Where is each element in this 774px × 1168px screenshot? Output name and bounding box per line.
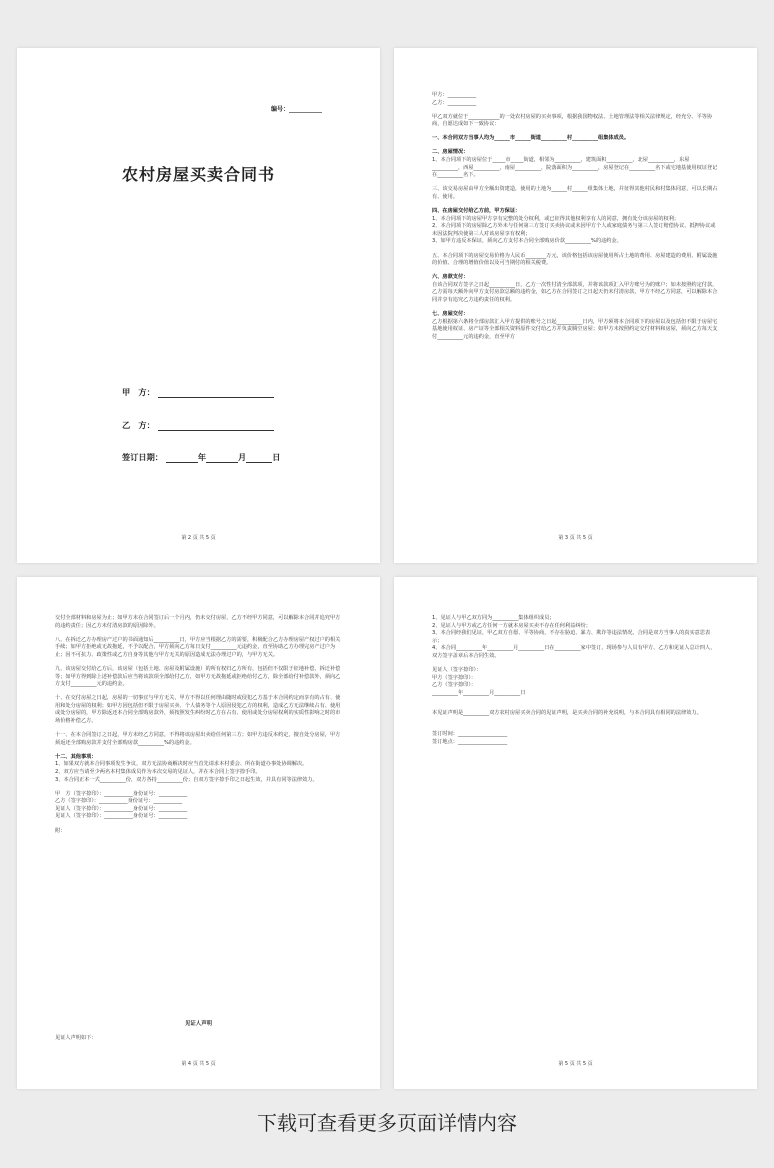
paragraph: 2、本合同项下的房屋除乙方外未与任何第三方签订买卖协议或未因甲方个人或家庭债务与第三人签订赔偿协议、抵押协议或未因法院判决使第三人对该房屋享有权利；: [432, 223, 716, 237]
paragraph: 乙方（签字捺印）：: [432, 682, 477, 689]
party-b-line: [158, 421, 274, 431]
page-5-body: [432, 615, 719, 746]
party-b-field: [122, 420, 274, 431]
paragraph: 见证人（签字捺印）：___________身份证号：___________: [55, 813, 188, 820]
document-page-cover: [17, 48, 380, 563]
witness-section: [55, 1021, 342, 1043]
paragraph: 乙方根据第六条将全部房款汇入甲方提供的账号之日起__________日内，甲方须将本合同项下的房屋以及包括但不限于房屋宅基地使用权证、房产证等全部相关资料原件交付给乙方并负责腾空房屋；如甲方未按照约定交付材料和房屋，须向乙方每天支付__________元的违约金，直至甲方: [432, 318, 718, 340]
witness-heading: 见证人声明: [185, 1021, 212, 1027]
paragraph: 本见证声明是__________双方农村房屋买卖合同的见证声明，是买卖合同的补充说明，与本合同具有相同的法律效力。: [432, 710, 702, 717]
paragraph: 3、本合同经我们见证，甲乙双方自愿、平等协商，不存在胁迫、暴力、欺诈等违法情况，合同是双方当事人的真实意思表示；: [432, 630, 711, 644]
paragraph: 附：: [55, 827, 66, 834]
paragraph: 甲乙双方就位于____________的一处农村房屋的买卖事项，根据我国物权法、土地管理法等相关法律规定，经充分、平等协商，自愿达成如下一致协议：: [432, 113, 713, 128]
sign-date-field: [122, 452, 280, 463]
paragraph: 3、如甲方违反本保证，须向乙方支付本合同全部购房价款__________%的违约金。: [432, 238, 622, 245]
page-footer: 第 5 页 共 5 页: [558, 1061, 593, 1067]
year-line: [166, 453, 198, 463]
paragraph: 乙方（签字捺印）：___________身份证号：___________: [55, 798, 183, 805]
month-label: 月: [238, 452, 247, 462]
section-heading: 七、房屋交付：: [432, 311, 469, 318]
paragraph: 十、在交付房屋之日起，房屋的一切事宜与甲方无关，甲方不得以任何理由随时或侵犯乙方基于本合同约定而享有的占有、使用和处分房屋的权利；如甲方因包括但不限于房屋买卖、个人债务等个人原因侵犯乙方的权利，造成乙方无法继续占有、使用或处分房屋的，甲方除返还本合同全部购房款外，须按照发生纠纷时乙方在占有、使用或处分房屋权利的实质性影响之时的市场价格补偿乙方。: [55, 695, 341, 725]
document-title: 农村房屋买卖合同书: [121, 165, 275, 184]
day-line: [246, 453, 272, 463]
month-line: [206, 453, 238, 463]
witness-intro: 见证人声明如下：: [55, 1035, 97, 1042]
paragraph: 乙方：___________: [432, 99, 477, 106]
paragraph: 五、本合同项下的房屋交易价格为人民币________万元，该价格包括该房屋使用所占土地的费用、房屋建造的费用、附属设施的价值、合理的增值价值以及可当期付的相关税费。: [432, 252, 718, 267]
document-page-5: [394, 577, 757, 1089]
paragraph: 交付全部材料和房屋为止；如甲方未在合同签订后一个月内，仍未交付房屋，乙方不经甲方同意，可以解除本合同并追究甲方的违约责任；因乙方未付清房款的原因除外。: [55, 615, 341, 629]
party-b-label: 乙 方：: [122, 420, 155, 430]
download-caption[interactable]: 下载可查看更多页面详情内容: [257, 1111, 517, 1135]
page-footer: 第 4 页 共 5 页: [181, 1061, 216, 1067]
paragraph: 1、本合同项下的房屋位于_____市_____街道，相邻为__________，建筑面积__________，北屋__________，东屋__________，西屋__________，南屋__________，院落面积为__________，房屋登记在__________名下或宅地基使用权证登记在__________名下。: [432, 157, 718, 179]
paragraph: 十一、在本合同签订之日起，甲方未经乙方同意，不得将该房屋出卖给任何第三方；如甲方违反本约定，擅自处分房屋，甲方须返还全部购房款并支付全部购房款__________%的违约金。: [55, 732, 341, 746]
paragraph: 1、本合同项下的房屋甲方享有完整的处分权利，或已征得其他权利享有人的同意，拥有处分该房屋的权利；: [432, 215, 680, 222]
section-heading: 一、本合同双方当事人均为______市______街道__________村__________组集体成员。: [432, 135, 630, 142]
page-4-body: [55, 615, 342, 835]
paragraph: 甲 方（签字捺印）：___________身份证号：___________: [55, 790, 188, 797]
paragraph: 甲方（签字捺印）：: [432, 674, 477, 681]
paragraph: 1、见证人与甲乙双方同为__________集体组织成员；: [432, 615, 555, 621]
paragraph: 见证人（签字捺印）：: [432, 667, 482, 674]
party-a-label: 甲 方：: [122, 387, 155, 397]
party-a-line: [158, 388, 274, 398]
paragraph: 2、双方应当请至少两名本村集体成员作为本次交易的见证人，并在本合同上签字捺手印。: [55, 769, 261, 775]
day-label: 日: [272, 452, 281, 462]
contract-number: 编号：___________: [270, 106, 322, 113]
page-footer: 第 2 页 共 5 页: [181, 535, 216, 541]
section-heading: 四、在房屋交付给乙方前，甲方保证：: [432, 208, 521, 215]
page-3-body: [432, 92, 719, 341]
paragraph: 八、在拆迁乙方办理房产过户的书面通知后__________日，甲方应当根据乙方的需要，积极配合乙方办理房屋产权过户的相关手续；如甲方拒绝或无故拖延，不予以配合，甲方须向乙方每日支付__________元违约金，直至协助乙方办理完房产过户为止；因不可抗力、政策性或乙方自身等其他与甲方无关的原因造成无法办理过户的，与甲方无关。: [55, 636, 341, 658]
paragraph: 3、本合同正本一式__________份，双方各持__________份；自双方签字捺手印之日起生效，并具有同等法律效力。: [55, 776, 318, 783]
paragraph: 签订地点：___________________: [432, 738, 508, 745]
paragraph: 4、本合同__________年__________月__________日在__________家中签订，现场参与人员有甲方、乙方和见证人总计四人，双方签字盖章后本合同生效。: [432, 645, 716, 659]
year-label: 年: [197, 452, 207, 462]
paragraph: 三、该交易房屋由甲方全额出资建造，使用的土地为______村______组集体土地，并征得其他村民和村集体同意，可以长期占有、使用。: [432, 186, 718, 200]
paragraph: 见证人（签字捺印）：___________身份证号：___________: [55, 805, 188, 812]
page-footer: 第 3 页 共 5 页: [558, 535, 593, 541]
section-heading: 六、房款支付：: [432, 274, 469, 281]
document-page-3: [394, 48, 757, 563]
paragraph: 自该合同双方签字之日起__________日，乙方一次性付清全部款项，并将该款项汇入甲方账号为的账户；如未按照约定付款，乙方需每天额外向甲方支付房款总额的违约金，如乙方在合同签订之日起天仍未付清房款，甲方不经乙方同意，可以解除本合同并享有追究乙方违约责任的权利。: [432, 281, 718, 303]
paragraph: __________年__________月__________日: [432, 689, 526, 696]
paragraph: 九、该房屋交付给乙方后，该房屋（包括土地、房屋及附属设施）的所有权归乙方所有，包括但不仅限于征地补偿、拆迁补偿等；如甲方得到除上述补偿款后应当将该款项全部给付乙方，如甲方无故拖延或拒绝给付乙方，除全部给付补偿款外，须向乙方支付__________元的违约金。: [55, 665, 341, 688]
paragraph: 2、见证人与甲方或乙方任何一方就本房屋买卖不存在任何利益纠纷；: [432, 622, 591, 629]
paragraph: 甲方：___________: [432, 92, 477, 98]
paragraph: 签订时间：___________________: [432, 731, 508, 738]
section-heading: 十二、其他事项：: [55, 753, 97, 760]
sign-date-label: 签订日期：: [122, 452, 163, 462]
party-a-field: [122, 387, 274, 398]
paragraph: 1、如果双方就本合同事项发生争议，双方无法协商解决时应当首先请求本村委会、所在街道办事处协调解决。: [55, 761, 308, 768]
section-heading: 二、房屋情况：: [432, 149, 469, 156]
document-page-4: [17, 577, 380, 1089]
